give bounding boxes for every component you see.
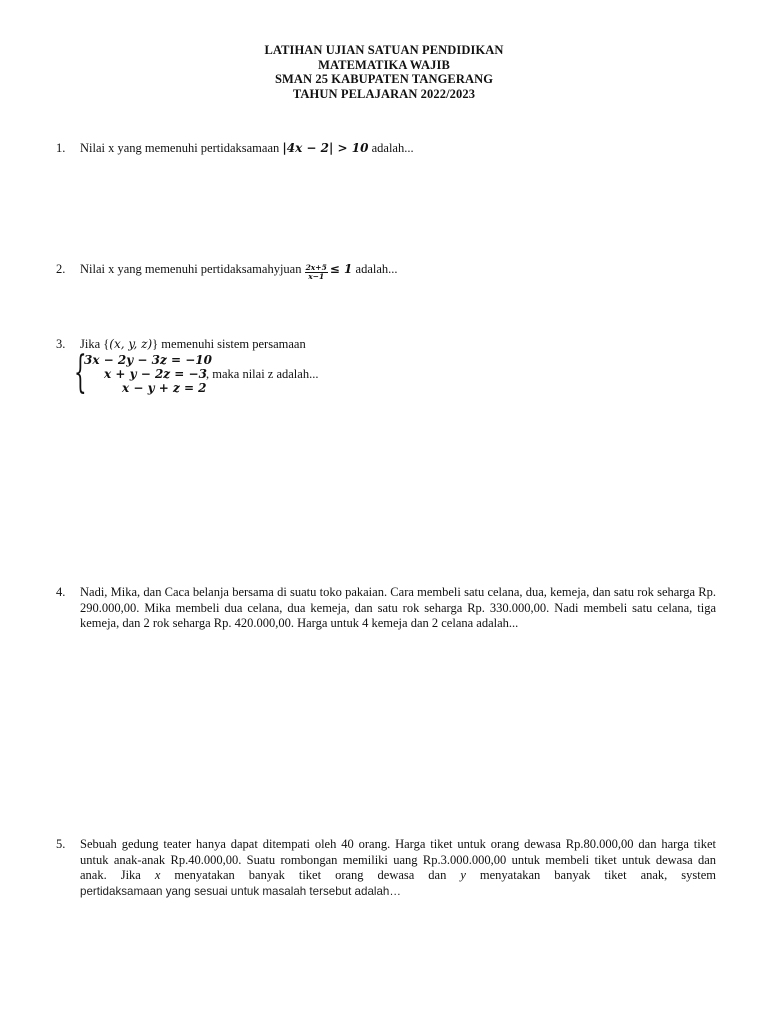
question-number: 5. (56, 837, 66, 851)
question-text: Nadi, Mika, dan Caca belanja bersama di suatu toko pakaian. Cara membeli satu celana, dua, kemeja, dan satu rok seharga Rp. 290.000,00. Mika membeli dua celana, dua kemeja, dan satu rok seharga Rp. 330.000,00. Nadi membeli satu celana, tiga kemeja, dan 2 rok seharga Rp. 420.000,00. Harga untuk 4 kemeja dan 2 celana adalah... (80, 585, 716, 630)
question-text: Jika { (80, 337, 110, 351)
system-brace: { (74, 346, 87, 398)
question-text-end: adalah... (368, 141, 414, 155)
variable-x: x (154, 868, 161, 882)
equation-3: x − y + z = 2 (122, 380, 207, 395)
equation-1: 3x − 2y − 3z = −10 (84, 352, 212, 367)
question-number: 4. (56, 585, 66, 599)
question-number: 3. (56, 337, 66, 351)
fraction (305, 264, 328, 281)
fraction-denominator: x−1 (308, 272, 325, 281)
question-text-end: , maka nilai z adalah... (206, 366, 319, 381)
question-text-cont: menyatakan banyak tiket orang dewasa dan (160, 868, 461, 882)
question-text: Nilai x yang memenuhi pertidaksamaan (80, 141, 283, 155)
equation-system (74, 346, 716, 399)
document-header (0, 43, 768, 101)
header-line-2: MATEMATIKA WAJIB (318, 57, 450, 72)
header-line-4: TAHUN PELAJARAN 2022/2023 (292, 86, 476, 101)
question-4 (56, 585, 716, 632)
question-text-cont-2: menyatakan banyak tiket anak, system (465, 868, 717, 882)
question-5 (56, 837, 716, 899)
question-number: 2. (56, 262, 66, 276)
question-number: 1. (56, 141, 66, 155)
header-line-3: SMAN 25 KABUPATEN TANGERANG (274, 72, 494, 86)
header-line-1: LATIHAN UJIAN SATUAN PENDIDIKAN (264, 43, 504, 57)
inequality-math: |4x − 2| > 10 (282, 141, 369, 155)
question-3 (56, 337, 716, 399)
question-text-end: pertidaksamaan yang sesuai untuk masalah tersebut adalah… (80, 884, 401, 898)
variable-set: (x, y, z) (109, 337, 153, 351)
question-text-cont: } memenuhi sistem persamaan (152, 337, 306, 351)
question-2 (56, 262, 716, 281)
inequality-math: ≤ 1 (329, 262, 353, 276)
question-text: Nilai x yang memenuhi pertidaksamahyjuan (80, 262, 305, 276)
variable-y: y (460, 868, 466, 882)
question-text: Sebuah gedung teater hanya dapat ditempati oleh 40 orang. Harga tiket untuk orang dewasa Rp.80.000,00 dan harga tiket untuk anak-anak Rp.40.000,00. Suatu rombongan memiliki uang Rp.3.000.000,00 untuk membeli tiket untuk dewasa dan anak. Jika (80, 837, 716, 882)
fraction-numerator: 2x+5 (305, 263, 327, 272)
question-1 (56, 141, 716, 157)
question-text-end: adalah... (352, 262, 398, 276)
equation-2: x + y − 2z = −3 (104, 366, 207, 381)
